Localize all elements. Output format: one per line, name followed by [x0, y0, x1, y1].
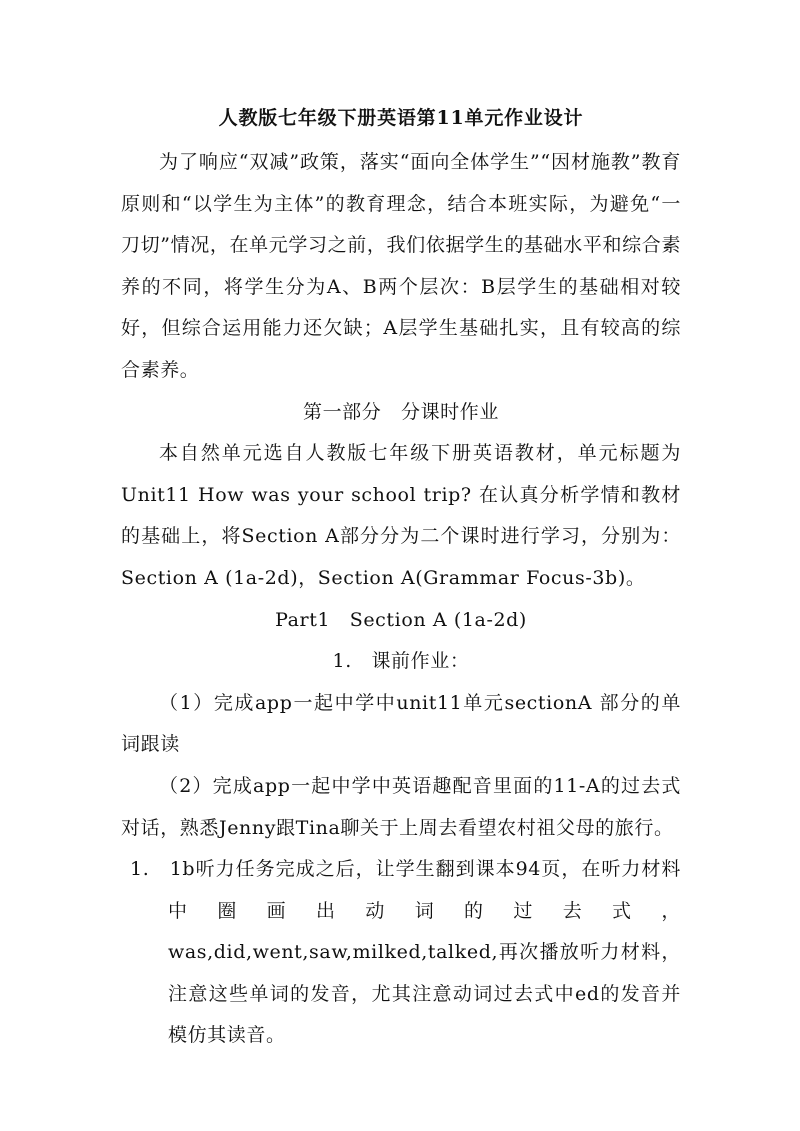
- part1-heading: Part1 Section A (1a-2d): [275, 608, 527, 631]
- task-2-paragraph: （2）完成app一起中学中英语趣配音里面的11-A的过去式对话，熟悉Jenny跟Tina聊关于上周去看望农村祖父母的旅行。: [121, 774, 681, 839]
- pre-class-homework-heading: 1. 课前作业：: [332, 650, 470, 673]
- document-title: 人教版七年级下册英语第11单元作业设计: [218, 107, 584, 129]
- task-1-paragraph: （1）完成app一起中学中unit11单元sectionA 部分的单词跟读: [121, 691, 681, 756]
- section1-heading: 第一部分 分课时作业: [302, 400, 499, 423]
- intro-paragraph: 为了响应“双减”政策，落实“面向全体学生”“因材施教”教育原则和“以学生为主体”的教育理念，结合本班实际，为避免“一刀切”情况，在单元学习之前，我们依据学生的基础水平和综合素养的不同，将学生分为A、B两个层次：B层学生的基础相对较好，但综合运用能力还欠缺；A层学生基础扎实，且有较高的综合素养。: [121, 151, 681, 381]
- section1-intro-paragraph: 本自然单元选自人教版七年级下册英语教材，单元标题为Unit11 How was your school trip? 在认真分析学情和教材的基础上，将Section A部分分为二个课时进行学习，分别为：Section A (1a-2d)，Section A(Grammar Focus-3b)。: [121, 442, 681, 589]
- document-body: [121, 100, 681, 1057]
- numbered-item-1: 1. 1b听力任务完成之后，让学生翻到课本94页，在听力材料中圈画出动词的过去式，was,did,went,saw,milked,talked,再次播放听力材料，注意这些单词的发音，尤其注意动词过去式中ed的发音并模仿其读音。: [130, 858, 681, 1047]
